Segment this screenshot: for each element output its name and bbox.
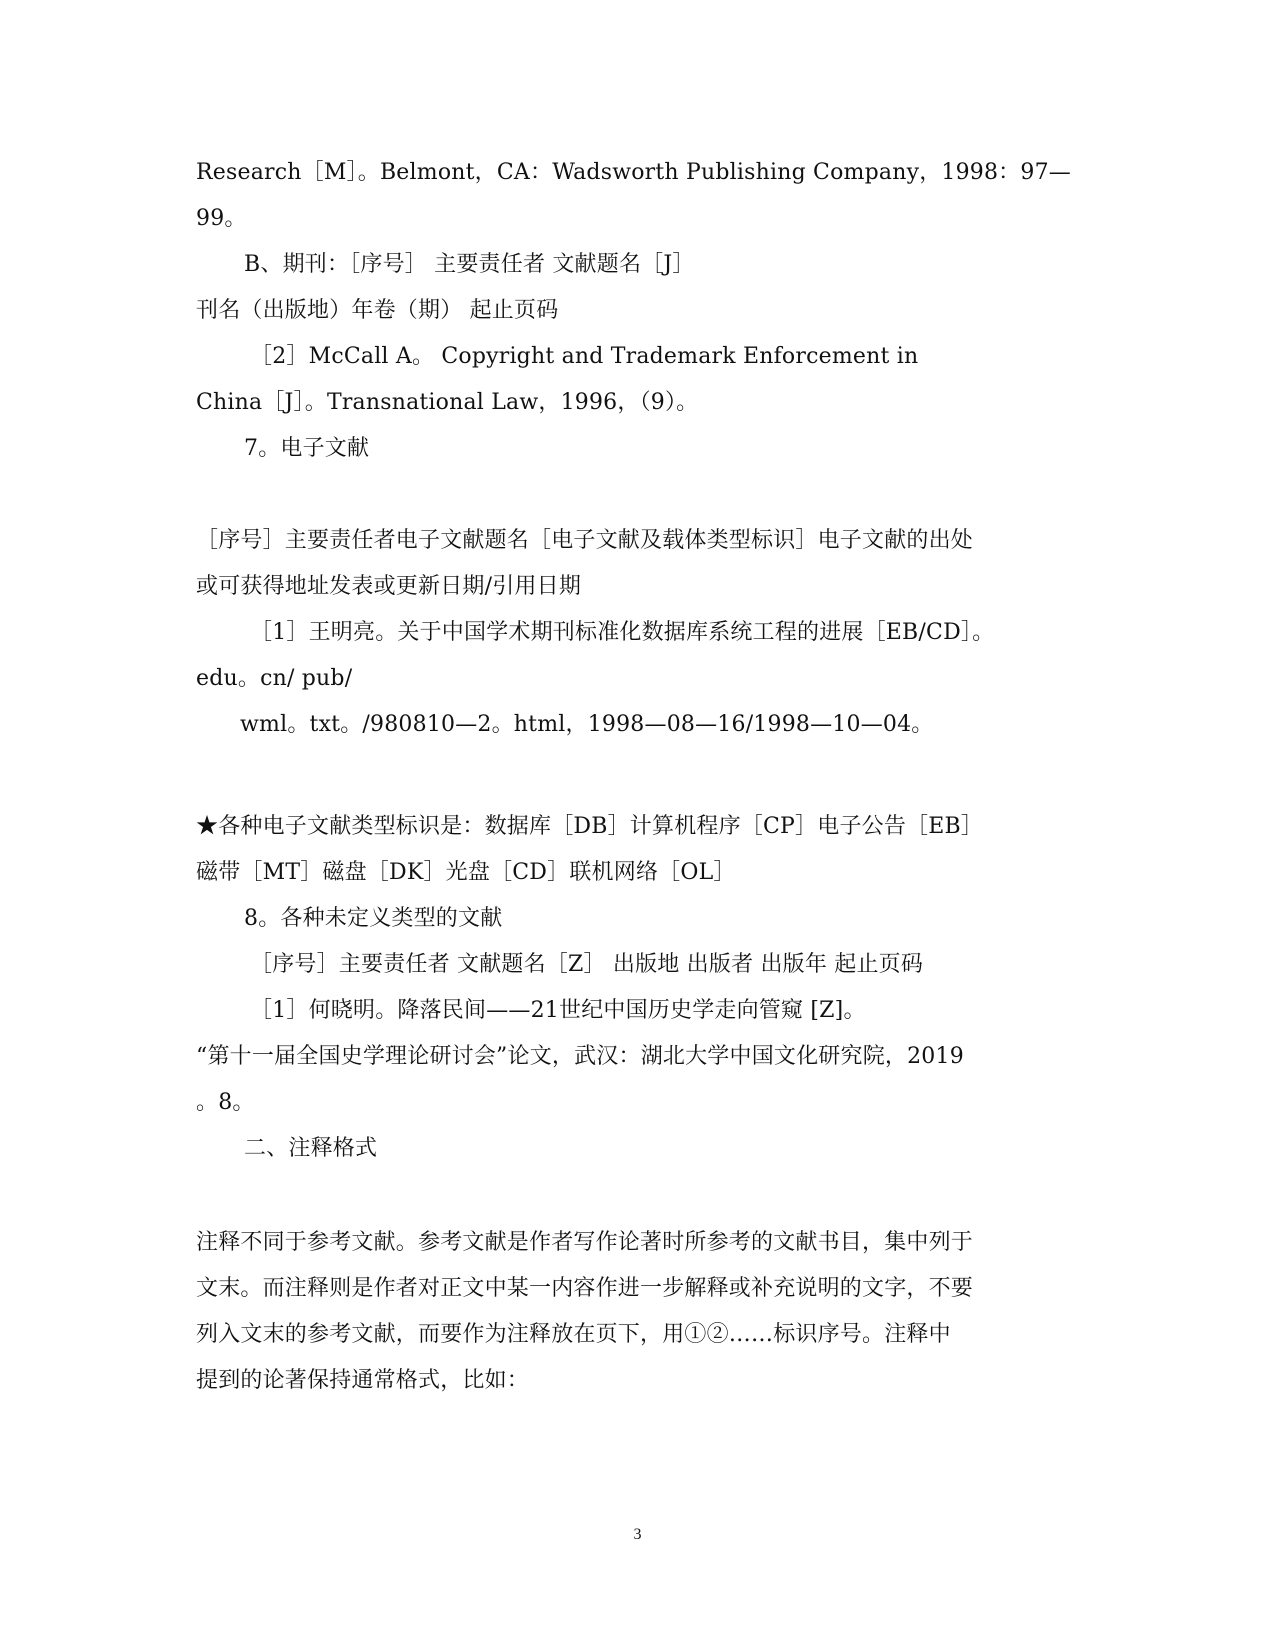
text-line: 列入文末的参考文献，而要作为注释放在页下，用①②……标识序号。注释中 bbox=[196, 1322, 951, 1347]
text-line: 磁带［MT］磁盘［DK］光盘［CD］联机网络［OL］ bbox=[196, 860, 736, 885]
text-line: 或可获得地址发表或更新日期/引用日期 bbox=[196, 574, 582, 599]
text-line: Research［M］。Belmont，CA：Wadsworth Publishing Company，1998：97— bbox=[196, 160, 1071, 185]
text-line: ［1］何晓明。降落民间——21世纪中国历史学走向管窥 [Z]。 bbox=[250, 998, 866, 1023]
page-number: 3 bbox=[633, 1526, 642, 1543]
text-line: 提到的论著保持通常格式，比如： bbox=[196, 1368, 530, 1393]
text-line: 刊名（出版地）年卷（期） 起止页码 bbox=[196, 298, 559, 323]
text-line: China［J］。Transnational Law，1996，（9）。 bbox=[196, 390, 699, 415]
section-heading: 7。电子文献 bbox=[244, 436, 370, 461]
text-line: ［2］McCall A。 Copyright and Trademark Enforcement in bbox=[250, 344, 919, 369]
text-line: “第十一届全国史学理论研讨会”论文，武汉：湖北大学中国文化研究院，2019 bbox=[196, 1044, 964, 1069]
text-line: wml。txt。/980810—2。html，1998—08—16/1998—10—04。 bbox=[240, 712, 934, 737]
section-heading: 8。各种未定义类型的文献 bbox=[244, 906, 503, 931]
text-line: 99。 bbox=[196, 206, 247, 231]
text-line: ［序号］主要责任者 文献题名［Z］ 出版地 出版者 出版年 起止页码 bbox=[250, 952, 924, 977]
text-line: ★各种电子文献类型标识是：数据库［DB］计算机程序［CP］电子公告［EB］ bbox=[196, 814, 984, 839]
text-line: ［序号］主要责任者电子文献题名［电子文献及载体类型标识］电子文献的出处 bbox=[196, 528, 974, 553]
text-line: B、期刊：［序号］ 主要责任者 文献题名［J］ bbox=[244, 252, 695, 277]
text-line: 注释不同于参考文献。参考文献是作者写作论著时所参考的文献书目，集中列于 bbox=[196, 1230, 974, 1255]
text-line: ［1］王明亮。关于中国学术期刊标准化数据库系统工程的进展［EB/CD］。 bbox=[250, 620, 995, 645]
text-line: edu。cn/ pub/ bbox=[196, 666, 353, 691]
section-heading: 二、注释格式 bbox=[244, 1136, 378, 1161]
text-line: 。8。 bbox=[196, 1090, 255, 1115]
text-line: 文末。而注释则是作者对正文中某一内容作进一步解释或补充说明的文字，不要 bbox=[196, 1276, 974, 1301]
